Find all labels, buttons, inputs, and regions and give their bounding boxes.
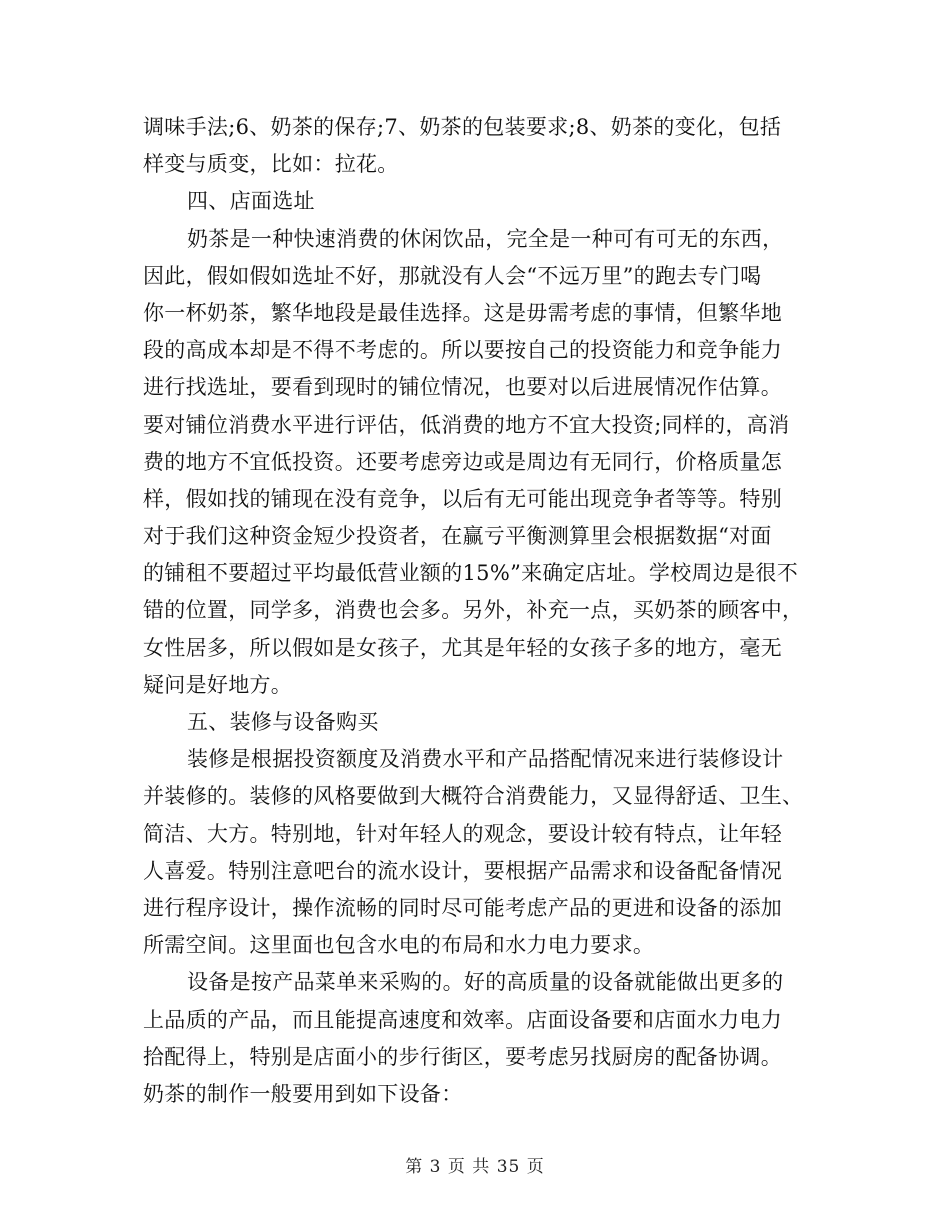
text-line: 装修是根据投资额度及消费水平和产品搭配情况来进行装修设计: [187, 747, 784, 772]
text-line: 拾配得上，特别是店面小的步行街区，要考虑另找厨房的配备协调。: [143, 1044, 782, 1069]
text-line: 进行找选址，要看到现时的铺位情况，也要对以后进展情况作估算。: [143, 375, 782, 400]
text-line: 进行程序设计，操作流畅的同时尽可能考虑产品的更进和设备的添加: [143, 895, 782, 920]
section-heading-decoration-equipment: 五、装修与设备购买: [187, 710, 379, 734]
text-line: 要对铺位消费水平进行评估，低消费的地方不宜大投资;同样的，高消: [143, 412, 790, 437]
section-heading-store-location: 四、店面选址: [187, 189, 315, 214]
text-line: 奶茶的制作一般要用到如下设备：: [143, 1081, 463, 1106]
text-line: 的铺租不要超过平均最低营业额的15%”来确定店址。学校周边是很不: [143, 561, 799, 586]
text-line: 并装修的。装修的风格要做到大概符合消费能力，又显得舒适、卫生、: [143, 784, 804, 809]
text-line: 样变与质变，比如：拉花。: [143, 152, 399, 177]
text-line: 奶茶是一种快速消费的休闲饮品，完全是一种可有可无的东西，: [187, 226, 784, 251]
text-line: 人喜爱。特别注意吧台的流水设计，要根据产品需求和设备配备情况: [143, 858, 782, 883]
text-line: 对于我们这种资金短少投资者，在赢亏平衡测算里会根据数据“对面: [143, 524, 772, 549]
text-line: 因此，假如假如选址不好，那就没有人会“不远万里”的跑去专门喝: [143, 263, 762, 288]
text-line: 上品质的产品，而且能提高速度和效率。店面设备要和店面水力电力: [143, 1007, 782, 1032]
text-line: 样，假如找的铺现在没有竞争，以后有无可能出现竞争者等等。特别: [143, 486, 782, 511]
text-line: 费的地方不宜低投资。还要考虑旁边或是周边有无同行，价格质量怎: [143, 449, 782, 474]
text-line: 你一杯奶茶，繁华地段是最佳选择。这是毋需考虑的事情，但繁华地: [143, 300, 782, 325]
page-number-footer: 第 3 页 共 35 页: [405, 1157, 545, 1177]
text-line: 段的高成本却是不得不考虑的。所以要按自己的投资能力和竞争能力: [143, 338, 782, 363]
document-body: [143, 109, 805, 1113]
text-line: 设备是按产品菜单来采购的。好的高质量的设备就能做出更多的: [187, 970, 784, 995]
text-line: 简洁、大方。特别地，针对年轻人的观念，要设计较有特点，让年轻: [143, 821, 782, 846]
text-line: 错的位置，同学多，消费也会多。另外，补充一点，买奶茶的顾客中，: [143, 598, 804, 623]
text-line: 疑问是好地方。: [143, 672, 293, 697]
text-line: 所需空间。这里面也包含水电的布局和水力电力要求。: [143, 933, 655, 958]
text-line: 女性居多，所以假如是女孩子，尤其是年轻的女孩子多的地方，毫无: [143, 635, 782, 660]
text-line: 调味手法;6、奶茶的保存;7、奶茶的包装要求;8、奶茶的变化，包括: [143, 115, 782, 139]
